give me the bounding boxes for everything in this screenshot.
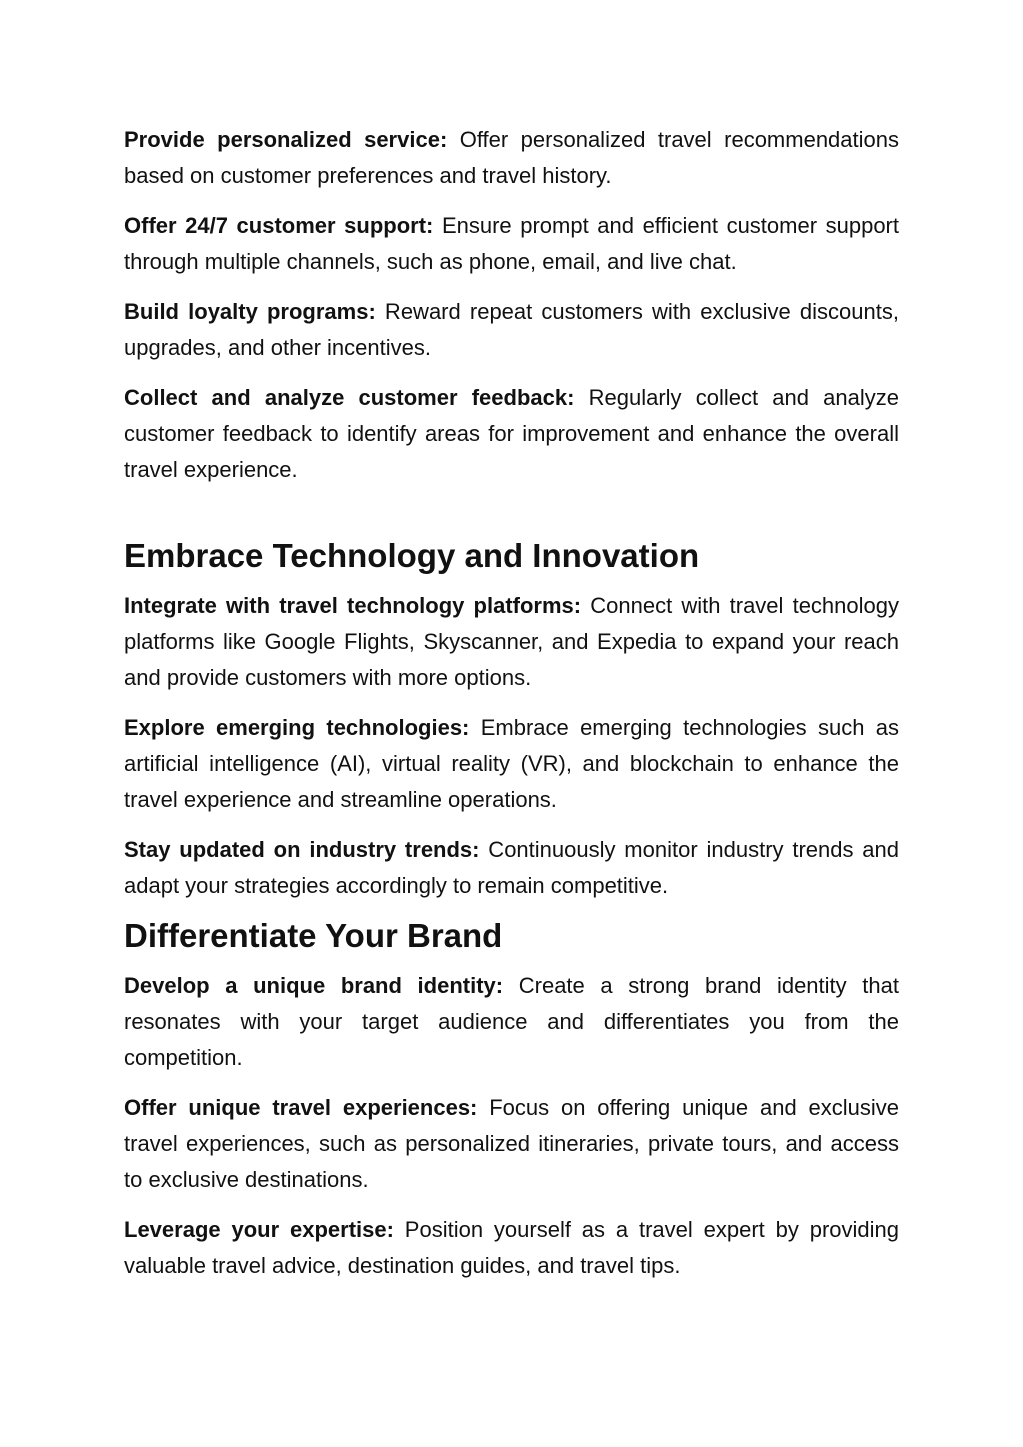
- paragraph-text: Focus on offering unique and exclusive travel experiences, such as personalized itineraries, private tours, and access to exclusive destinations.: [124, 1095, 899, 1192]
- paragraph-loyalty-programs: [124, 294, 899, 366]
- paragraph-travel-platforms: [124, 588, 899, 696]
- document-page: [124, 122, 899, 1298]
- paragraph-industry-trends: [124, 832, 899, 904]
- paragraph-expertise: [124, 1212, 899, 1284]
- paragraph-text: Offer personalized travel recommendations based on customer preferences and travel history.: [124, 127, 899, 188]
- paragraph-text: Connect with travel technology platforms like Google Flights, Skyscanner, and Expedia to expand your reach and provide customers with more options.: [124, 593, 899, 690]
- paragraph-text: Reward repeat customers with exclusive discounts, upgrades, and other incentives.: [124, 299, 899, 360]
- paragraph-label: Explore emerging technologies:: [124, 715, 470, 740]
- paragraph-label: Integrate with travel technology platforms:: [124, 593, 582, 618]
- paragraph-text: Position yourself as a travel expert by providing valuable travel advice, destination guides, and travel tips.: [124, 1217, 899, 1278]
- paragraph-unique-experiences: [124, 1090, 899, 1198]
- paragraph-label: Collect and analyze customer feedback:: [124, 385, 575, 410]
- paragraph-text: Ensure prompt and efficient customer support through multiple channels, such as phone, email, and live chat.: [124, 213, 899, 274]
- paragraph-personalized-service: [124, 122, 899, 194]
- paragraph-text: Continuously monitor industry trends and adapt your strategies accordingly to remain competitive.: [124, 837, 899, 898]
- paragraph-brand-identity: [124, 968, 899, 1076]
- paragraph-label: Provide personalized service:: [124, 127, 448, 152]
- paragraph-label: Offer 24/7 customer support:: [124, 213, 434, 238]
- paragraph-emerging-technologies: [124, 710, 899, 818]
- paragraph-label: Offer unique travel experiences:: [124, 1095, 478, 1120]
- paragraph-text: Regularly collect and analyze customer feedback to identify areas for improvement and enhance the overall travel experience.: [124, 385, 899, 482]
- section-heading-brand: Differentiate Your Brand: [124, 917, 503, 954]
- paragraph-customer-feedback: [124, 380, 899, 488]
- paragraph-label: Leverage your expertise:: [124, 1217, 394, 1242]
- paragraph-text: Embrace emerging technologies such as artificial intelligence (AI), virtual reality (VR), and blockchain to enhance the travel experience and streamline operations.: [124, 715, 900, 812]
- paragraph-label: Develop a unique brand identity:: [124, 973, 504, 998]
- paragraph-text: Create a strong brand identity that resonates with your target audience and differentiates you from the competition.: [124, 973, 899, 1070]
- paragraph-label: Build loyalty programs:: [124, 299, 376, 324]
- section-heading-technology: Embrace Technology and Innovation: [124, 537, 700, 574]
- paragraph-customer-support: [124, 208, 899, 280]
- paragraph-label: Stay updated on industry trends:: [124, 837, 480, 862]
